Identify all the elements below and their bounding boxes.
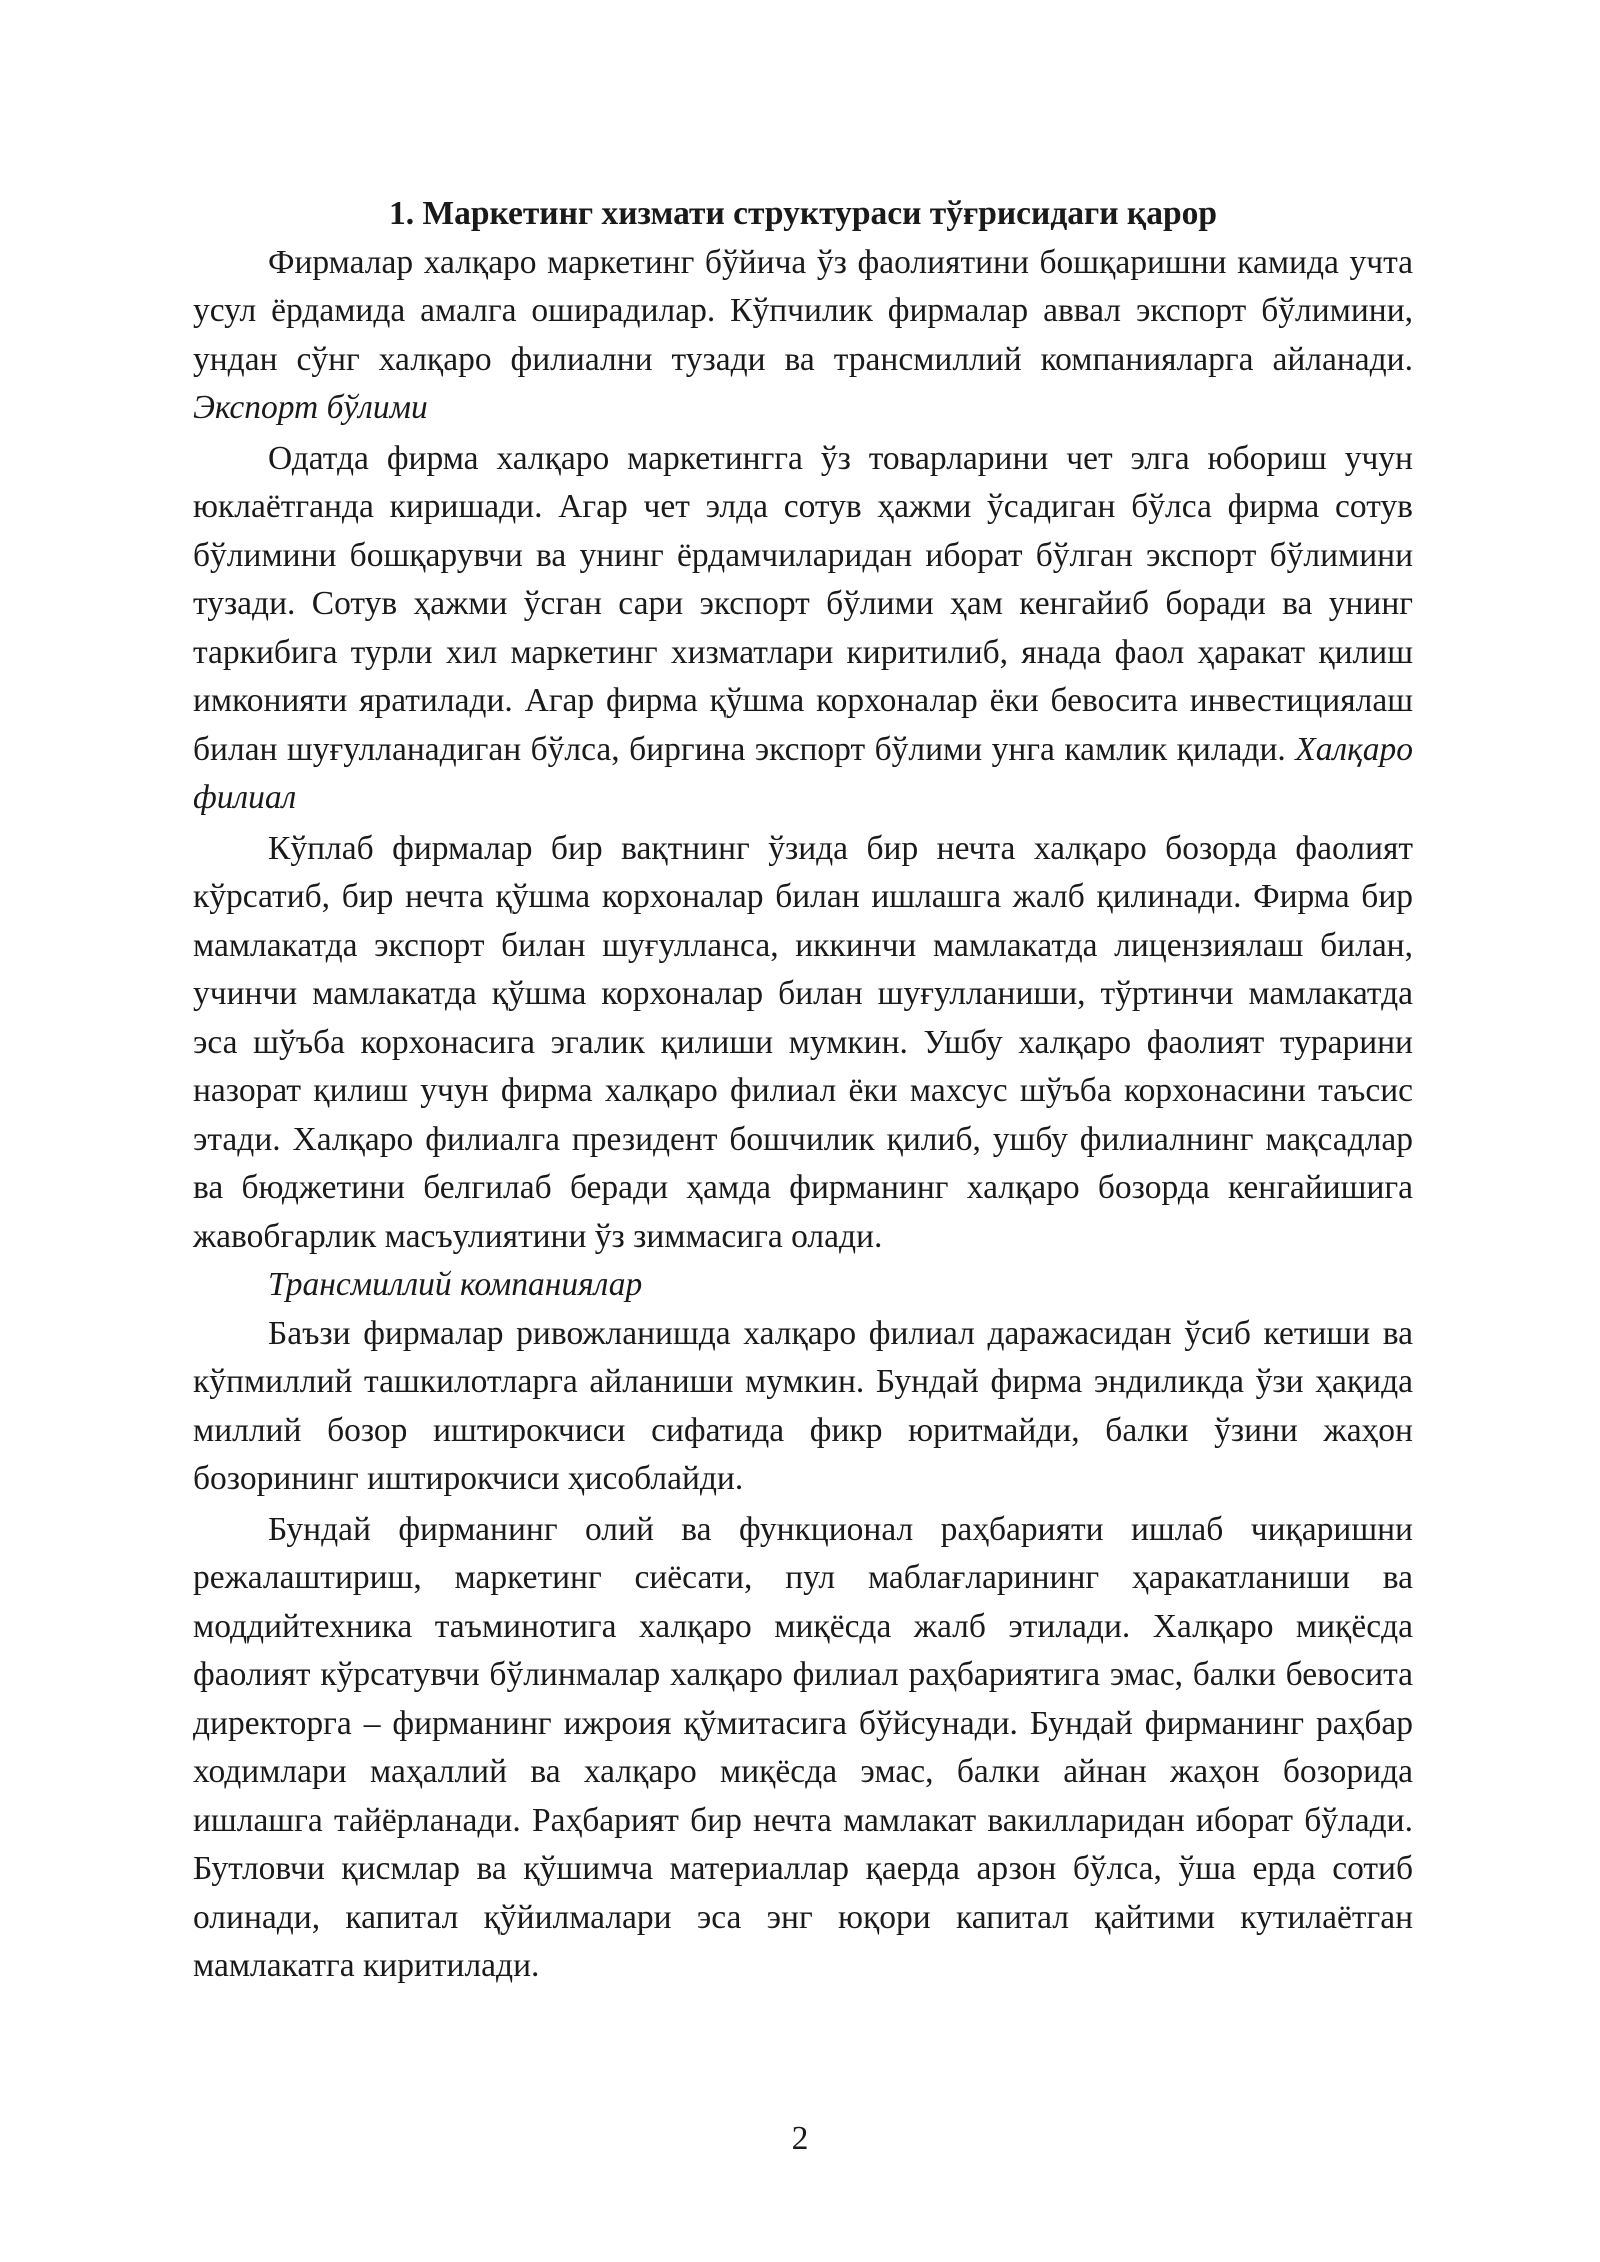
paragraph-4: Баъзи фирмалар ривожланишда халқаро филиал даражасидан ўсиб кетиши ва кўпмиллий ташкилотларга айланиши мумкин. Бундай фирма эндиликда ўзи ҳақида миллий бозор иштирокчиси сифатида фикр юритмайди, балки ўзини жаҳон бозорининг иштирокчиси ҳисоблайди. xyxy=(193,1314,1413,1497)
subheading-transnational-companies: Трансмиллий компаниялар xyxy=(268,1266,643,1303)
paragraph-3 xyxy=(193,825,1413,1262)
paragraph-3-text: Кўплаб фирмалар бир вақтнинг ўзида бир нечта халқаро бозорда фаолият кўрсатиб, бир нечта қўшма корхоналар билан ишлашга жалб қилинади. Фирма бир мамлакатда экспорт билан шуғулланса, иккинчи мамлакатда лицензиялаш билан, учинчи мамлакатда қўшма корхоналар билан шуғулланиши, тўртинчи мамлакатда эса шўъба корхонасига эгалик қилиши мумкин. Ушбу халқаро фаолият турарини назорат қилиш учун фирма халқаро филиал ёки махсус шўъба корхонасини таъсис этади. Халқаро филиалга президент бошчилик қилиб, ушбу филиалнинг мақсадлар ва бюджетини белгилаб беради ҳамда фирманинг халқаро бозорда кенгайишига жавобгарлик масъулиятини ўз зиммасига олади. xyxy=(193,829,1413,1255)
paragraph-2 xyxy=(193,435,1413,823)
paragraph-1 xyxy=(193,239,1413,433)
subheading-export-department: Экспорт бўлими xyxy=(193,389,428,426)
paragraph-5: Бундай фирманинг олий ва функционал раҳбарияти ишлаб чиқаришни режалаштириш, маркетинг сиёсати, пул маблағларининг ҳаракатланиши ва моддийтехника таъминотига халқаро миқёсда жалб этилади. Халқаро миқёсда фаолият кўрсатувчи бўлинмалар халқаро филиал раҳбариятига эмас, балки бевосита директорга – фирманинг ижроия қўмитасига бўйсунади. Бундай фирманинг раҳбар ходимлари маҳаллий ва халқаро миқёсда эмас, балки айнан жаҳон бозорида ишлашга тайёрланади. Раҳбарият бир нечта мамлакат вакилларидан иборат бўлади. Бутловчи қисмлар ва қўшимча материаллар қаерда арзон бўлса, ўша ерда сотиб олинади, капитал қўйилмалари эса энг юқори капитал қайтими кутилаётган мамлакатга киритилади. xyxy=(193,1510,1413,1984)
section-title: 1. Маркетинг хизмати структураси тўғрисидаги қарор xyxy=(389,195,1217,232)
paragraph-1-text: Фирмалар халқаро маркетинг бўйича ўз фаолиятини бошқаришни камида учта усул ёрдамида амалга оширадилар. Кўпчилик фирмалар аввал экспорт бўлимини, ундан сўнг халқаро филиални тузади ва трансмиллий компанияларга айланади. xyxy=(193,243,1413,378)
subheading-international-branch: Халқаро филиал xyxy=(193,730,1413,816)
page-number: 2 xyxy=(791,2120,809,2157)
paragraph-2-text: Одатда фирма халқаро маркетингга ўз товарларини чет элга юбориш учун юклаётганда киришади. Агар чет элда сотув ҳажми ўсадиган бўлса фирма сотув бўлимини бошқарувчи ва унинг ёрдамчиларидан иборат бўлган экспорт бўлимини тузади. Сотув ҳажми ўсган сари экспорт бўлими ҳам кенгайиб боради ва унинг таркибига турли хил маркетинг хизматлари киритилиб, янада фаол ҳаракат қилиш имконияти яратилади. Агар фирма қўшма корхоналар ёки бевосита инвестициялаш билан шуғулланадиган бўлса, биргина экспорт бўлими унга камлик қилади. xyxy=(193,439,1413,768)
page-content xyxy=(193,190,1413,1991)
